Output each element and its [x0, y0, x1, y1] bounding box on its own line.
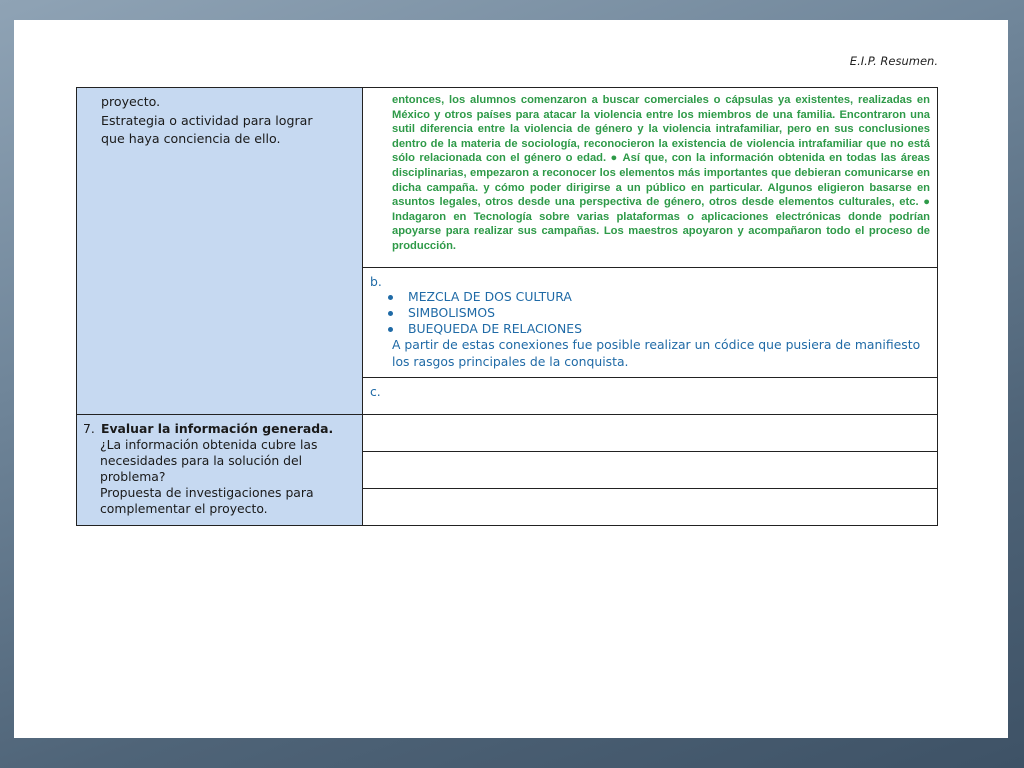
criterion-cell — [77, 88, 363, 415]
criterion-7-number: 7. — [83, 421, 95, 436]
table-row — [77, 88, 938, 268]
empty-answer-cell — [363, 452, 938, 489]
slide — [14, 20, 1008, 738]
empty-answer-cell — [363, 415, 938, 452]
list-item: MEZCLA DE DOS CULTURA — [370, 289, 927, 305]
header-label: E.I.P. Resumen. — [849, 54, 938, 68]
empty-answer-cell — [363, 489, 938, 526]
table-row — [77, 415, 938, 452]
list-item: SIMBOLISMOS — [370, 305, 927, 321]
criterion-7-body: ¿La información obtenida cubre las necesidades para la solución del problema? Propuesta de investigaciones para complementar el proyecto. — [100, 437, 318, 516]
answer-b-label: b. — [370, 274, 382, 289]
answer-c-cell — [363, 378, 938, 415]
criterion-7-title: Evaluar la información generada. — [101, 421, 334, 436]
list-item: BUEQUEDA DE RELACIONES — [370, 321, 927, 337]
answer-b-list — [370, 289, 927, 337]
answer-c-label: c. — [370, 384, 381, 399]
answer-b-cell — [363, 268, 938, 378]
answer-a-text: entonces, los alumnos comenzaron a buscar comerciales o cápsulas ya existentes, realizadas en México y otros países para atacar la violencia entre los miembros de una familia. Encontraron una sutil diferencia entre la violencia de género y la violencia intrafamiliar, pero en sus conclusiones dentro de la materia de sociología, reconocieron la existencia de violencia intrafamiliar que no está sólo relacionada con el género o edad. ● Así que, con la información obtenida en todas las áreas disciplinarias, empezaron a reconocer los elementos más importantes que debieran comunicarse en dicha campaña. y cómo poder dirigirse a un público en particular. Algunos eligieron basarse en asuntos legales, otros desde una perspectiva de género, otros desde elementos culturales, etc. ● Indagaron en Tecnología sobre varias plataformas o aplicaciones electrónicas donde podrían apoyarse para realizar sus campañas. Los maestros apoyaron y acompañaron todo el proceso de producción. — [392, 94, 930, 252]
summary-table — [76, 87, 938, 526]
answer-b-paragraph: A partir de estas conexiones fue posible realizar un códice que pusiera de manifiesto los rasgos principales de la conquista. — [392, 337, 921, 369]
answer-a-cell — [363, 88, 938, 268]
criterion-text: proyecto. Estrategia o actividad para lograr que haya conciencia de ello. — [101, 94, 313, 146]
criterion-7-cell — [77, 415, 363, 526]
